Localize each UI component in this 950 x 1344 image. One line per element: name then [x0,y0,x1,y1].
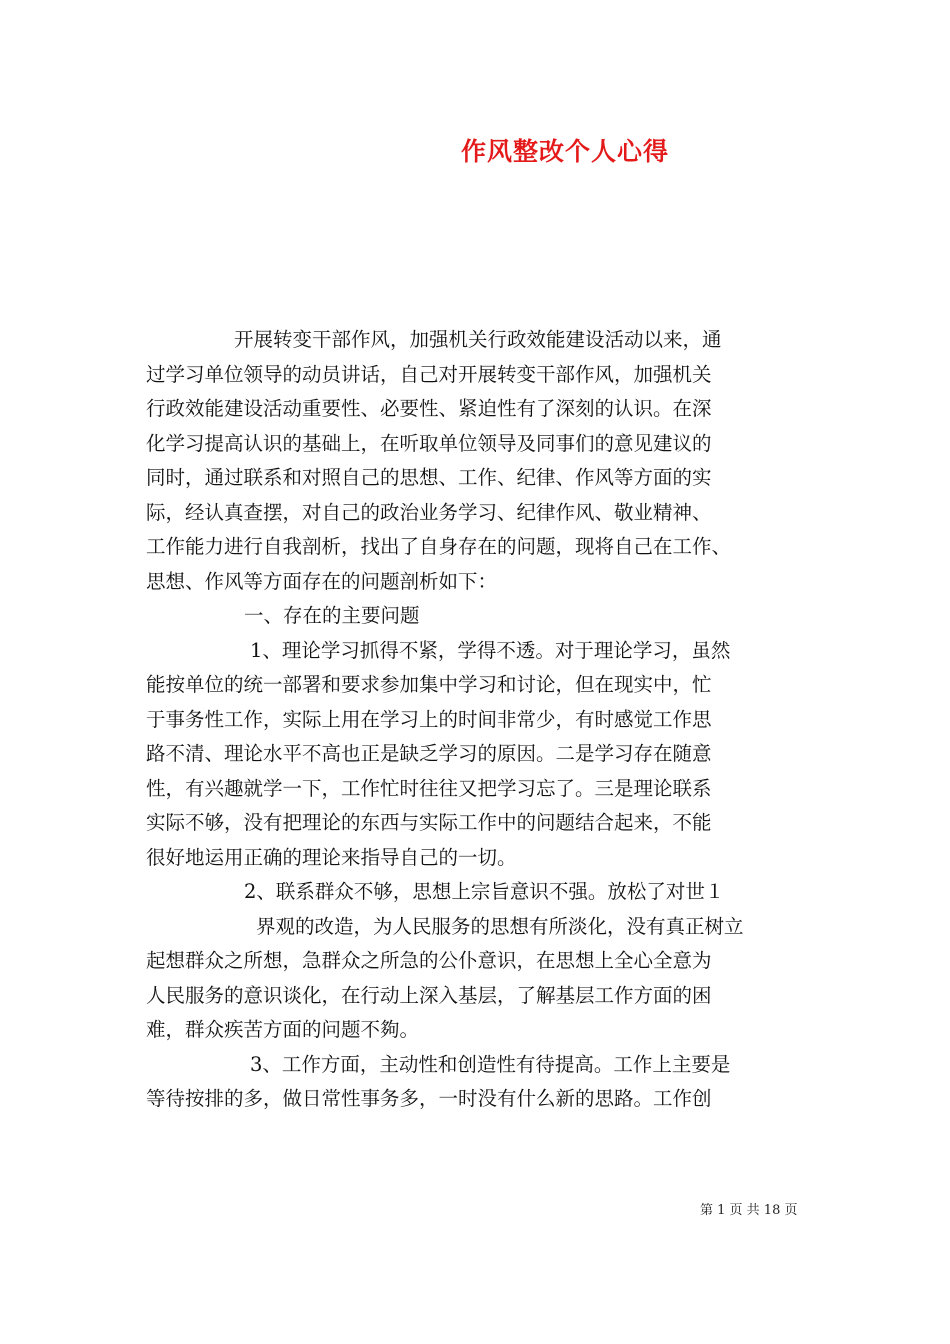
paragraph-line: 难，群众疾苦方面的问题不夠。 [146,1018,420,1041]
paragraph-line: 路不清、理论水平不高也正是缺乏学习的原因。二是学习存在随意 [146,742,712,765]
paragraph-line: 开展转变干部作风，加强机关行政效能建设活动以来，通 [234,328,722,351]
paragraph-line: 1、理论学习抓得不紧，学得不透。对于理论学习，虽然 [250,638,731,662]
page-number-footer: 第 1 页 共 18 页 [700,1203,798,1218]
paragraph-line: 界观的改造，为人民服务的思想有所淡化，没有真正树立 [256,914,744,938]
paragraph-line: 于事务性工作，实际上用在学习上的时间非常少，有时感觉工作思 [146,707,712,731]
document-title: 作风整改个人心得 [460,137,669,166]
section-heading: 一、存在的主要问题 [244,604,420,627]
paragraph-line: 同时，通过联系和对照自己的思想、工作、纪律、作风等方面的实 [146,466,712,489]
paragraph-line: 性，有兴趣就学一下，工作忙时往往又把学习忘了。三是理论联系 [146,776,712,800]
paragraph-line: 人民服务的意识谈化，在行动上深入基层，了解基层工作方面的困 [146,983,712,1007]
paragraph-line: 际，经认真查摆，对自己的政治业务学习、纪律作风、敬业精神、 [146,500,712,524]
paragraph-line: 实际不够，没有把理论的东西与实际工作中的问题结合起来，不能 [146,811,712,834]
document-body [146,323,826,1117]
paragraph-line: 工作能力进行自我剖析，找出了自身存在的问题，现将自己在工作、 [146,535,732,558]
paragraph-line: 2、联系群众不够，思想上宗旨意识不强。放松了对世１ [244,880,725,903]
paragraph-line: 很好地运用正确的理论来指导自己的一切。 [146,845,517,869]
paragraph-line: 3、工作方面，主动性和创造性有待提高。工作上主要是 [250,1052,731,1076]
paragraph-line: 过学习单位领导的动员讲话，自己对开展转变干部作风，加强机关 [146,362,712,386]
paragraph-line: 思想、作风等方面存在的问题剖析如下： [146,569,498,593]
paragraph-line: 化学习提高认识的基础上，在听取单位领导及同事们的意见建议的 [146,431,712,455]
paragraph-line: 起想群众之所想，急群众之所急的公仆意识，在思想上全心全意为 [146,949,712,972]
paragraph-line: 能按单位的统一部署和要求参加集中学习和讨论，但在现实中，忙 [146,673,712,696]
paragraph-line: 等待按排的多，做日常性事务多，一时没有什么新的思路。工作创 [146,1087,712,1110]
paragraph-line: 行政效能建设活动重要性、必要性、紧迫性有了深刻的认识。在深 [146,397,712,420]
